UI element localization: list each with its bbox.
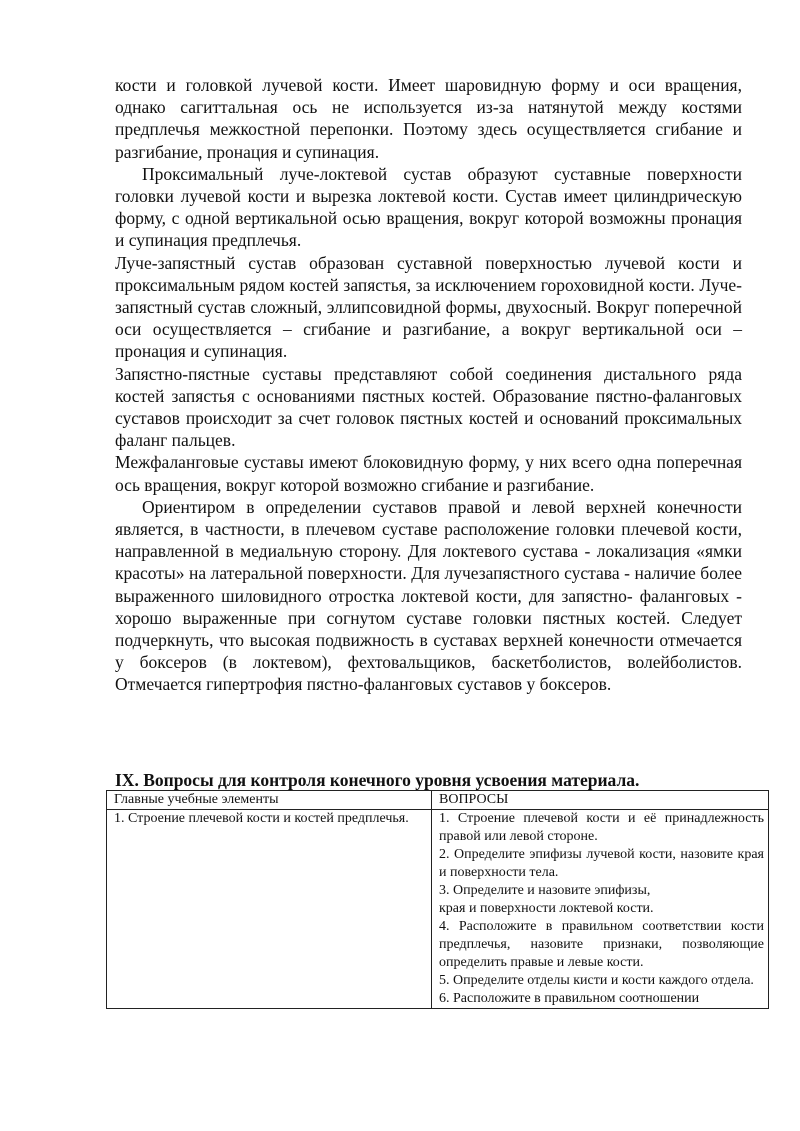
paragraph-orientation: Ориентиром в определении суставов правой и левой верхней конечности является, в частности, в плечевом суставе расположение головки плечевой кости, направленной в медиальную сторону. Для локтевого сустава - локализация «ямки красоты» на латеральной поверхности. Для лучезапястного сустава - наличие более выраженного шиловидного отростка локтевой кости, для запястно- фаланговых - хорошо выраженные при согнутом суставе головки пястных костей. Следует подчеркнуть, что высокая подвижность в суставах верхней конечности отмечается у боксеров (в локтевом), фехтовальщиков, баскетболистов, волейболистов. Отмечается гипертрофия пястно-фаланговых суставов у боксеров. xyxy=(115,496,742,695)
question-item: 5. Определите отделы кисти и кости каждого отдела. xyxy=(439,973,754,988)
element-cell: 1. Строение плечевой кости и костей предплечья. xyxy=(107,810,432,1009)
question-item: 3. Определите и назовите эпифизы, xyxy=(439,883,651,898)
question-item: 1. Строение плечевой кости и её принадлежность правой или левой стороне. xyxy=(439,811,764,844)
section-heading: IX. Вопросы для контроля конечного уровня усвоения материала. xyxy=(115,770,640,790)
paragraph-radiocarpal: Луче-запястный сустав образован суставной поверхностью лучевой кости и проксимальным рядом костей запястья, за исключением гороховидной кости. Луче-запястный сустав сложный, эллипсовидной формы, двухосный. Вокруг поперечной оси осуществляется – сгибание и разгибание, а вокруг вертикальной оси – пронация и супинация. xyxy=(115,252,742,362)
question-item: 4. Расположите в правильном соответствии кости предплечья, назовите признаки, позволяющие определить правые и левые кости. xyxy=(439,919,764,970)
table-row xyxy=(107,810,769,1009)
header-questions: ВОПРОСЫ xyxy=(432,791,769,810)
paragraph-elbow-continuation: кости и головкой лучевой кости. Имеет шаровидную форму и оси вращения, однако сагиттальная ось не используется из-за натянутой между костями предплечья межкостной перепонки. Поэтому здесь осуществляется сгибание и разгибание, пронация и супинация. xyxy=(115,75,742,162)
paragraph-proximal-radioulnar: Проксимальный луче-локтевой сустав образуют суставные поверхности головки лучевой кости и вырезка локтевой кости. Сустав имеет цилиндрическую форму, с одной вертикальной осью вращения, вокруг которой возможны пронация и супинация предплечья. xyxy=(115,163,742,251)
paragraph-carpometacarpal: Запястно-пястные суставы представляют собой соединения дистального ряда костей запястья с основаниями пястных костей. Образование пястно-фаланговых суставов происходит за счет головок пястных костей и оснований проксимальных фаланг пальцев. xyxy=(115,363,742,451)
table-header-row xyxy=(107,791,769,810)
header-main-elements: Главные учебные элементы xyxy=(107,791,432,810)
questions-table xyxy=(106,790,769,1009)
questions-cell xyxy=(432,810,769,1009)
question-item: 2. Определите эпифизы лучевой кости, назовите края и поверхности тела. xyxy=(439,847,764,880)
paragraph-interphalangeal: Межфаланговые суставы имеют блоковидную форму, у них всего одна поперечная ось вращения, вокруг которой возможно сгибание и разгибание. xyxy=(115,452,742,495)
question-item: 6. Расположите в правильном соотношении xyxy=(439,991,700,1006)
question-item: края и поверхности локтевой кости. xyxy=(439,901,654,916)
body-text xyxy=(115,74,742,696)
